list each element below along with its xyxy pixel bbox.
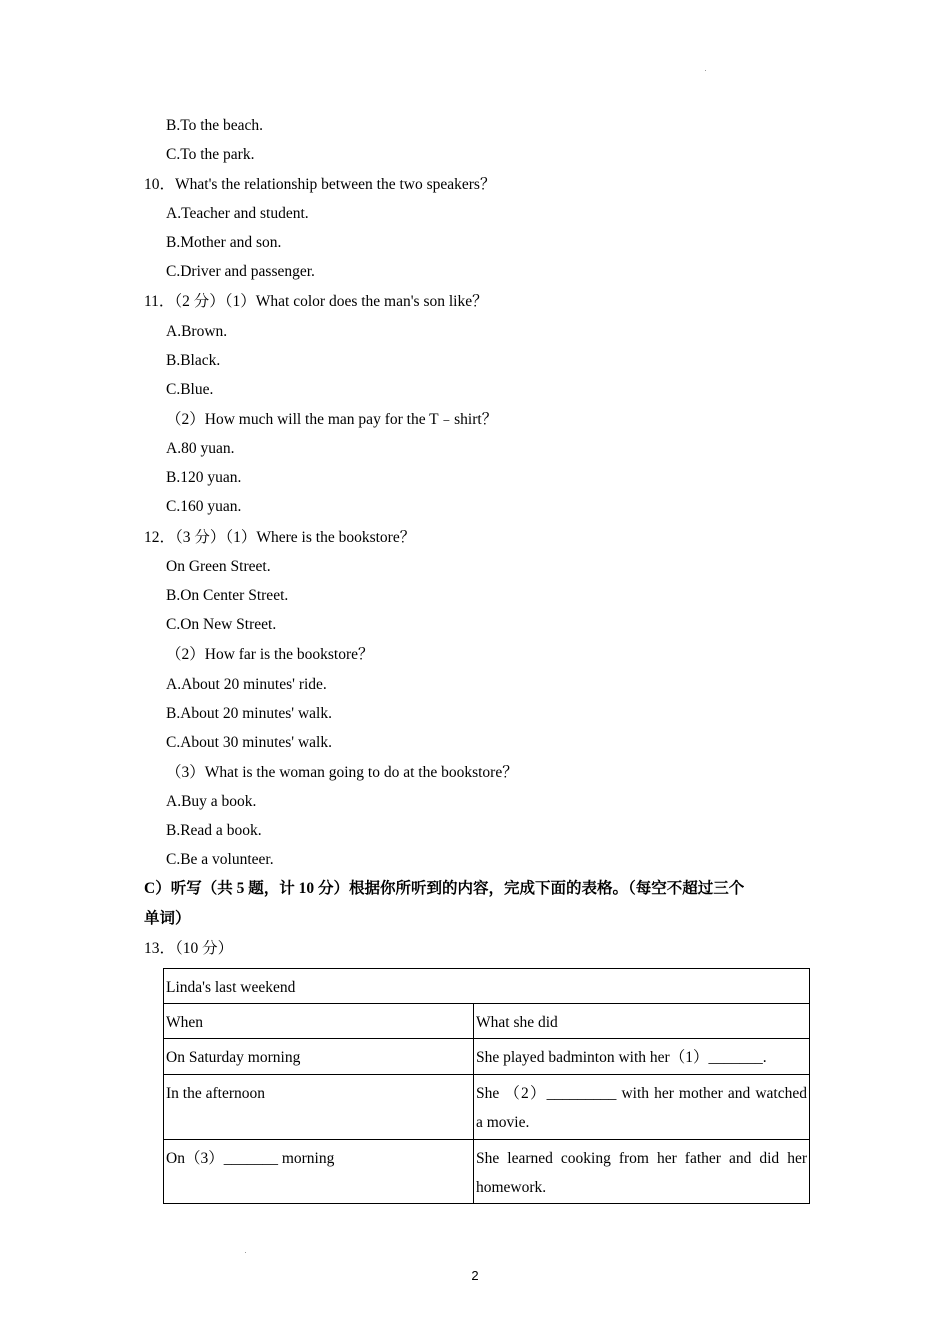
row-when: On（3）_______ morning xyxy=(164,1140,474,1204)
answer-option: C.160 yuan. xyxy=(166,498,242,515)
answer-option: B.Read a book. xyxy=(166,822,262,839)
answer-option: A.About 20 minutes' ride. xyxy=(166,676,327,693)
question-line: 单词） xyxy=(144,910,191,927)
question-line: 12．（3 分）（1）Where is the bookstore？ xyxy=(144,529,416,546)
page-number: 2 xyxy=(471,1268,479,1283)
speck-mark xyxy=(705,70,706,71)
answer-option: C.Blue. xyxy=(166,381,214,398)
answer-option: C.Be a volunteer. xyxy=(166,851,274,868)
answer-option: C.About 30 minutes' walk. xyxy=(166,734,332,751)
question-line: 11．（2 分）（1）What color does the man's son like？ xyxy=(144,293,488,310)
listening-table xyxy=(163,968,810,1204)
answer-option: C.Driver and passenger. xyxy=(166,263,315,280)
answer-option: A.Buy a book. xyxy=(166,793,257,810)
answer-option: C.On New Street. xyxy=(166,616,277,633)
question-line: 13．（10 分） xyxy=(144,940,234,957)
row-what: She learned cooking from her father and did her homework. xyxy=(474,1140,810,1204)
answer-option: B.To the beach. xyxy=(166,117,264,134)
question-line: C）听写（共 5 题，计 10 分）根据你所听到的内容，完成下面的表格。（每空不超过三个 xyxy=(144,880,745,897)
row-when: On Saturday morning xyxy=(164,1039,474,1075)
answer-option: B.Black. xyxy=(166,352,221,369)
answer-option: On Green Street. xyxy=(166,558,271,575)
answer-option: B.120 yuan. xyxy=(166,469,242,486)
answer-option: B.About 20 minutes' walk. xyxy=(166,705,332,722)
question-line: （3）What is the woman going to do at the bookstore？ xyxy=(166,764,518,781)
header-when: When xyxy=(164,1004,474,1039)
question-line: 10．What's the relationship between the two speakers？ xyxy=(144,176,496,193)
question-line: （2）How far is the bookstore？ xyxy=(166,646,374,663)
speck-mark xyxy=(245,1252,246,1253)
answer-option: A.80 yuan. xyxy=(166,440,235,457)
row-what: She played badminton with her（1）_______. xyxy=(474,1039,810,1075)
answer-option: B.Mother and son. xyxy=(166,234,282,251)
row-what: She （2）_________ with her mother and watched a movie. xyxy=(474,1075,810,1140)
answer-option: A.Brown. xyxy=(166,323,228,340)
answer-option: B.On Center Street. xyxy=(166,587,289,604)
row-when: In the afternoon xyxy=(164,1075,474,1140)
header-what: What she did xyxy=(474,1004,810,1039)
table-title: Linda's last weekend xyxy=(164,969,810,1004)
question-line: （2）How much will the man pay for the T﹣shirt？ xyxy=(166,411,498,428)
answer-option: A.Teacher and student. xyxy=(166,205,309,222)
answer-option: C.To the park. xyxy=(166,146,255,163)
